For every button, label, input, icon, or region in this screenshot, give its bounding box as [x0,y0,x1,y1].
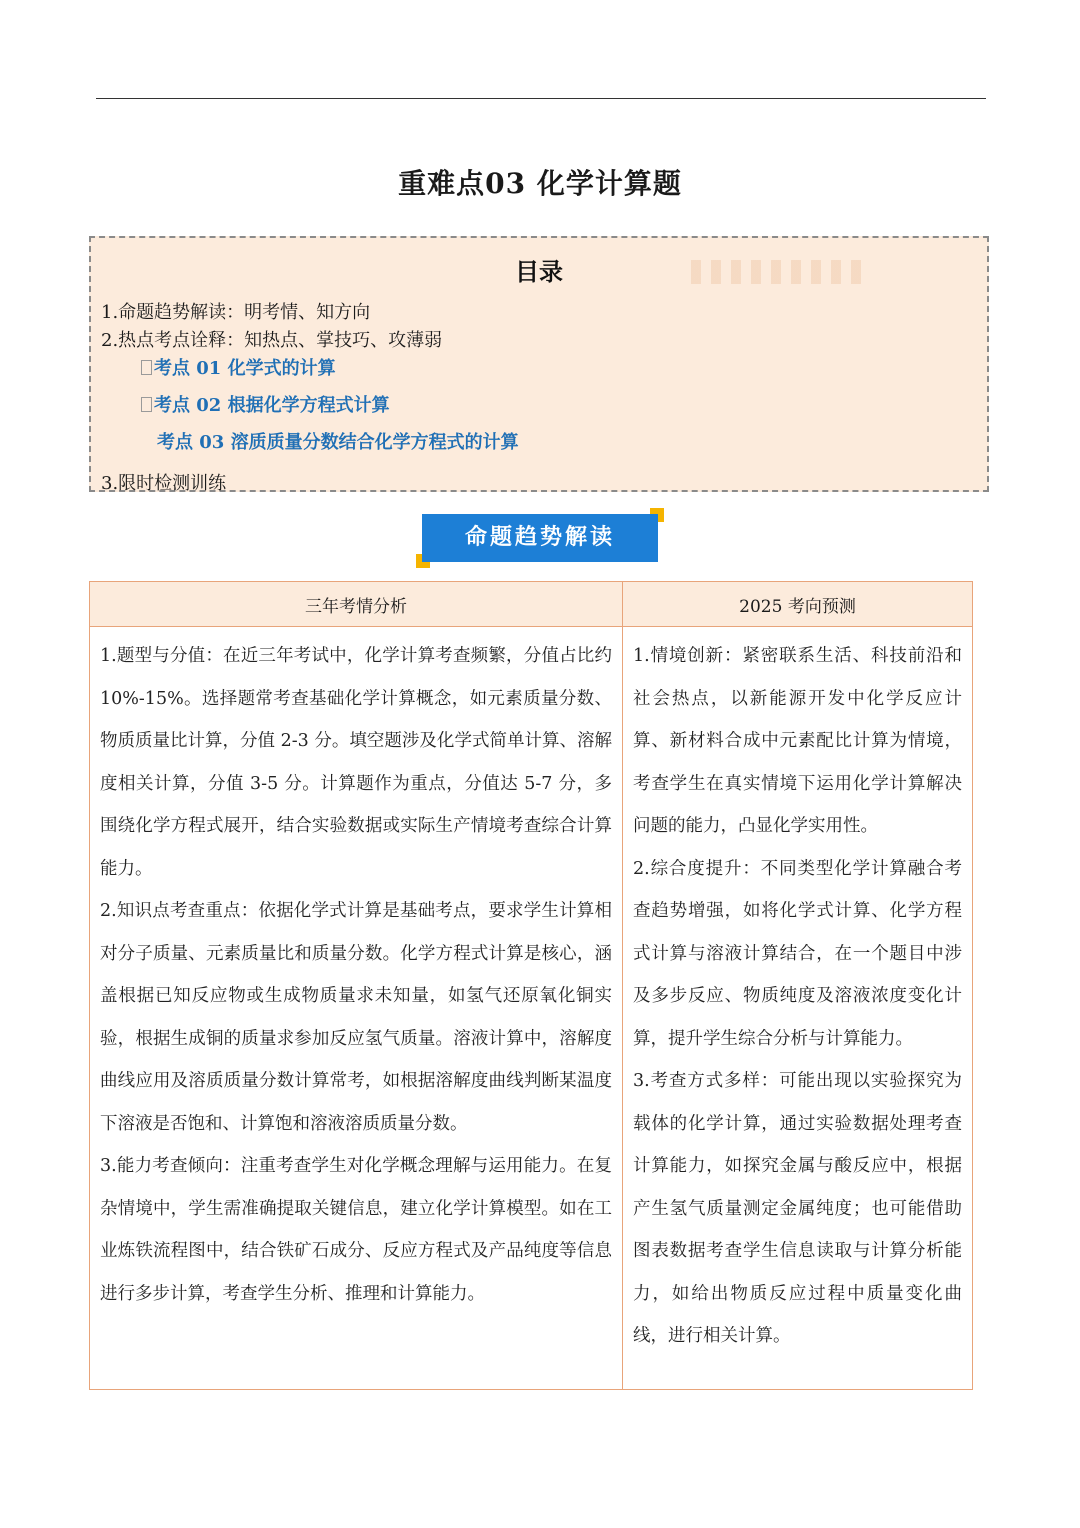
toc-item-2[interactable]: 2.热点考点诠释：知热点、掌技巧、攻薄弱 [101,330,443,351]
three-year-analysis-cell [90,627,623,1390]
checkbox-glyph-icon [141,360,152,375]
checkbox-glyph-icon [141,397,152,412]
forecast-paragraph: 1.情境创新：紧密联系生活、科技前沿和社会热点，以新能源开发中化学反应计算、新材料合成中元素配比计算为情境，考查学生在真实情境下运用化学计算解决问题的能力，凸显化学实用性。 [633,646,962,836]
page-title: 重难点03 化学计算题 [398,167,682,200]
toc-subitem-2[interactable] [141,391,390,417]
toc-item-3[interactable]: 3.限时检测训练 [101,473,227,494]
analysis-paragraph: 3.能力考查倾向：注重考查学生对化学概念理解与运用能力。在复杂情境中，学生需准确提取关键信息，建立化学计算模型。如在工业炼铁流程图中，结合铁矿石成分、反应方程式及产品纯度等信息进行多步计算，考查学生分析、推理和计算能力。 [100,1156,612,1304]
toc-item-1[interactable]: 1.命题趋势解读：明考情、知方向 [101,302,371,323]
header-rule [96,98,986,99]
column-header: 三年考情分析 [90,582,623,627]
forecast-cell [623,627,973,1390]
forecast-paragraph: 2.综合度提升：不同类型化学计算融合考查趋势增强，如将化学式计算、化学方程式计算与溶液计算结合，在一个题目中涉及多步反应、物质纯度及溶液浓度变化计算，提升学生综合分析与计算能力。 [633,858,962,1049]
table-row [90,627,973,1390]
column-header: 2025 考向预测 [623,582,973,627]
toc-subitem-2-label: 考点 02 根据化学方程式计算 [154,395,390,416]
analysis-paragraph: 2.知识点考查重点：依据化学式计算是基础考点，要求学生计算相对分子质量、元素质量比和质量分数。化学方程式计算是核心，涵盖根据已知反应物或生成物质量求未知量，如氢气还原氧化铜实验，根据生成铜的质量求参加反应氢气质量。溶液计算中，溶解度曲线应用及溶质质量分数计算常考，如根据溶解度曲线判断某温度下溶液是否饱和、计算饱和溶液溶质质量分数。 [100,901,612,1134]
toc-subitem-1-label: 考点 01 化学式的计算 [154,358,336,379]
toc-heading: 目录 [515,258,563,286]
table-header-row [90,582,973,627]
forecast-paragraph: 3.考查方式多样：可能出现以实验探究为载体的化学计算，通过实验数据处理考查计算能力，如探究金属与酸反应中，根据产生氢气质量测定金属纯度；也可能借助图表数据考查学生信息读取与计算分析能力，如给出物质反应过程中质量变化曲线，进行相关计算。 [633,1071,962,1346]
toc-subitem-3[interactable]: 考点 03 溶质质量分数结合化学方程式的计算 [157,432,519,453]
banner-label: 命题趋势解读 [422,514,658,562]
analysis-paragraph: 1.题型与分值：在近三年考试中，化学计算考查频繁，分值占比约 10%-15%。选择题常考查基础化学计算概念，如元素质量分数、物质质量比计算，分值 2-3 分。填空题涉及化学式简单计算、溶解度相关计算，分值 3-5 分。计算题作为重点，分值达 5-7 分，多围绕化学方程式展开，结合实验数据或实际生产情境考查综合计算能力。 [100,646,612,879]
toc-subitem-1[interactable] [141,354,336,380]
section-banner [416,508,666,570]
table-of-contents [89,236,989,492]
analysis-table [89,581,973,1390]
